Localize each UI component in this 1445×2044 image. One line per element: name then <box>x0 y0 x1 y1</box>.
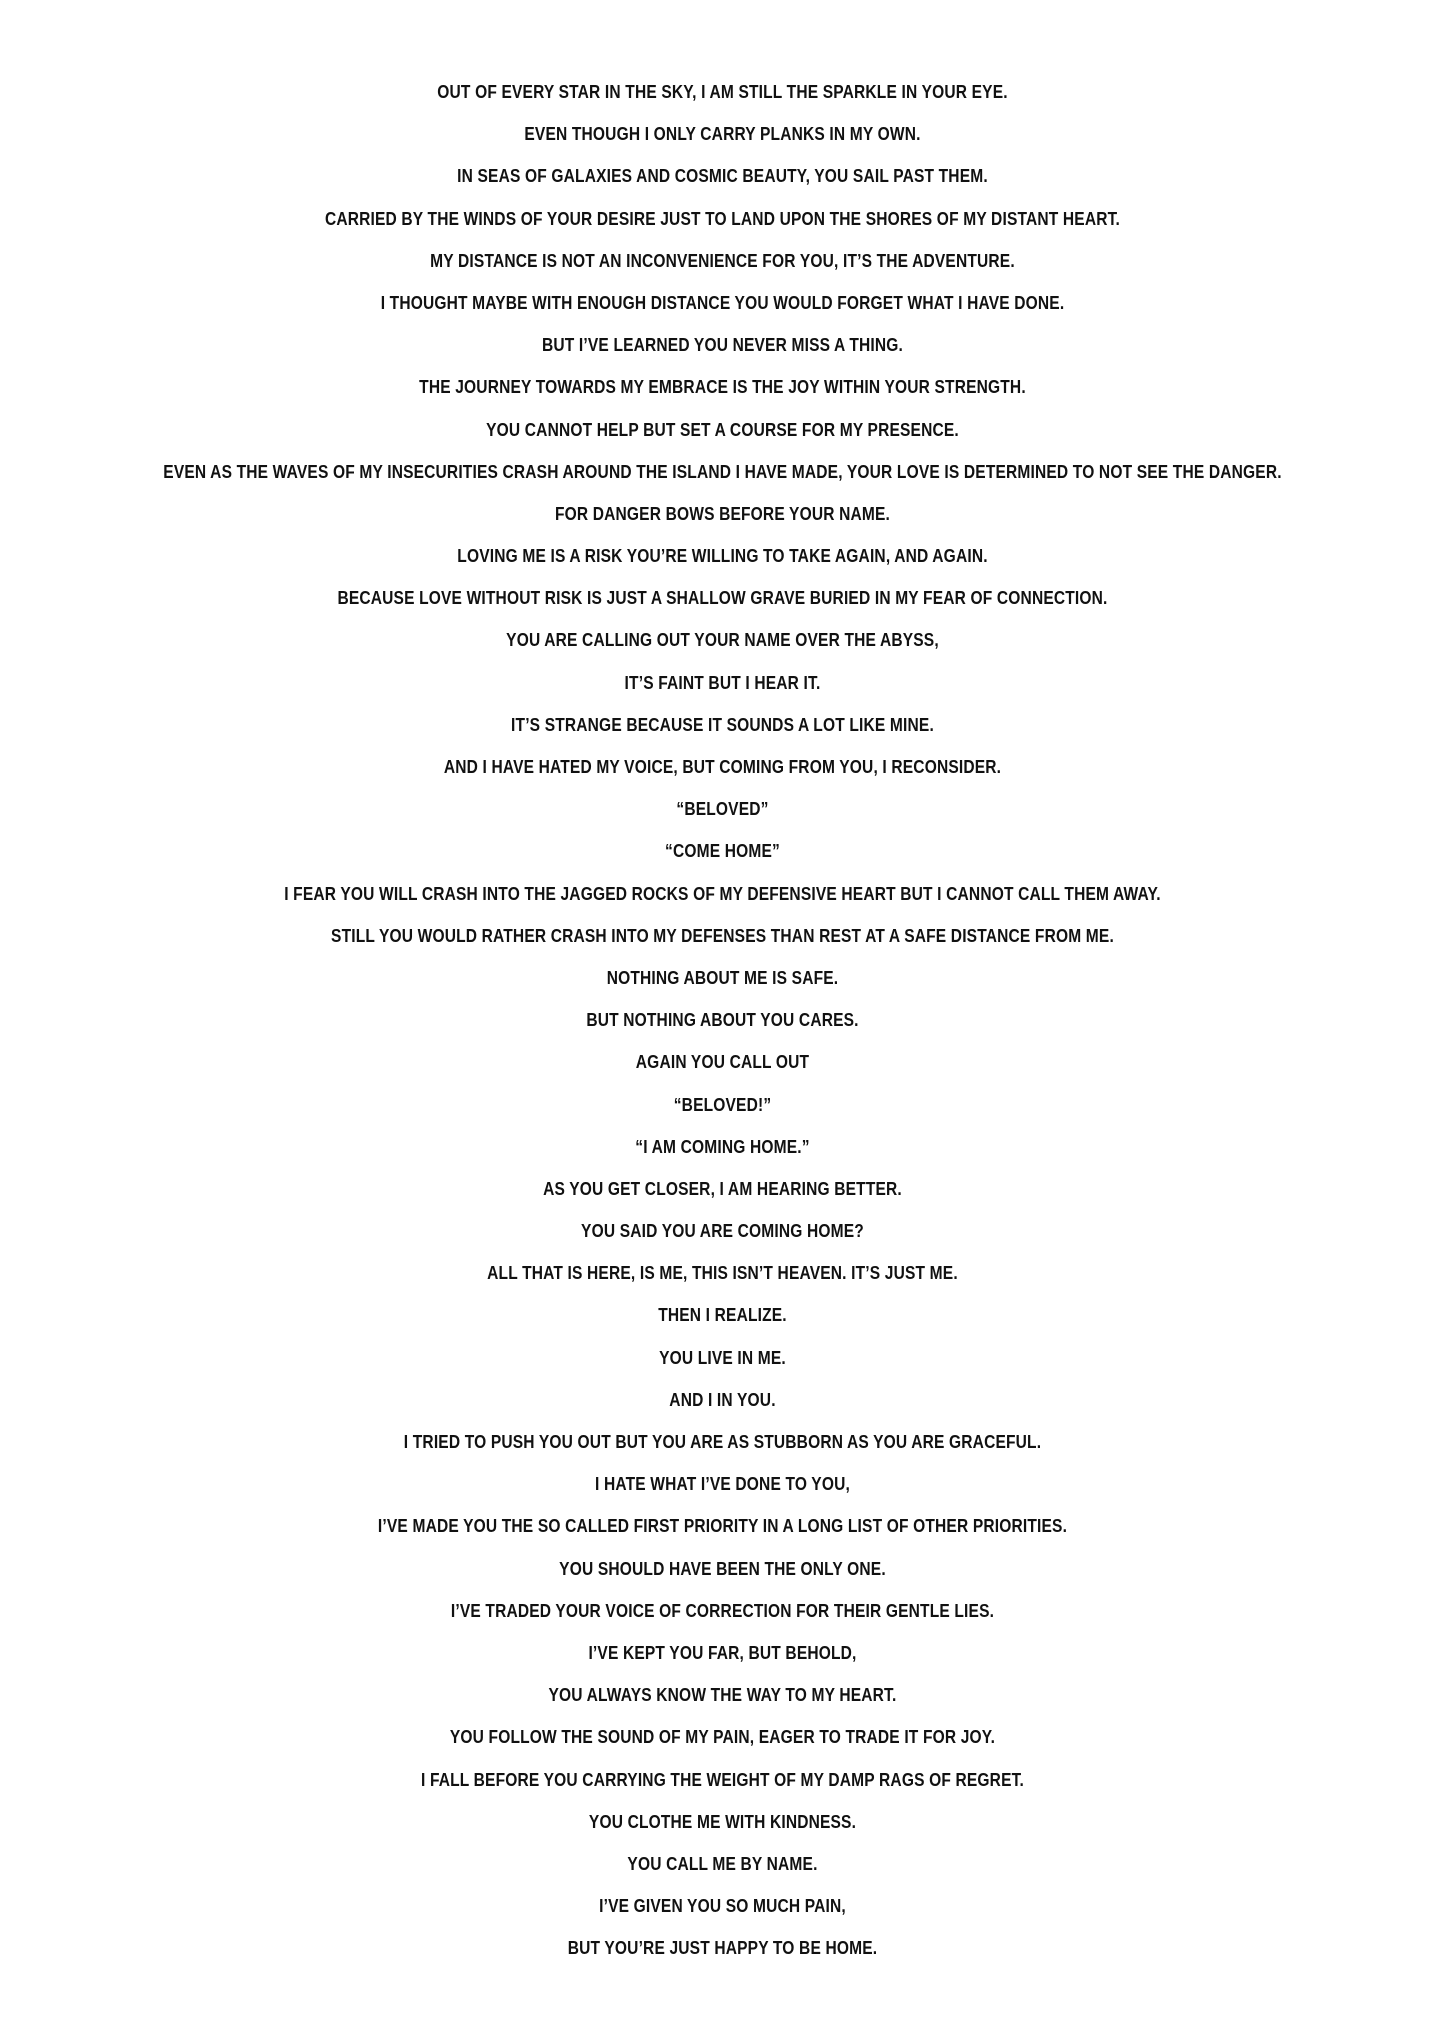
poem-line: YOU SAID YOU ARE COMING HOME? <box>581 1220 864 1242</box>
poem-line: LOVING ME IS A RISK YOU’RE WILLING TO TAKE AGAIN, AND AGAIN. <box>457 545 988 567</box>
poem-line: EVEN AS THE WAVES OF MY INSECURITIES CRASH AROUND THE ISLAND I HAVE MADE, YOUR LOVE IS DETERMINED TO NOT SEE THE DANGER. <box>163 460 1282 482</box>
poem-line: YOU ALWAYS KNOW THE WAY TO MY HEART. <box>548 1684 897 1706</box>
poem-line: STILL YOU WOULD RATHER CRASH INTO MY DEFENSES THAN REST AT A SAFE DISTANCE FROM ME. <box>331 924 1114 946</box>
poem-line: NOTHING ABOUT ME IS SAFE. <box>606 966 839 988</box>
poem-line: I’VE TRADED YOUR VOICE OF CORRECTION FOR THEIR GENTLE LIES. <box>450 1599 995 1621</box>
poem-line: I’VE GIVEN YOU SO MUCH PAIN, <box>599 1895 846 1917</box>
poem-line: “I AM COMING HOME.” <box>635 1135 810 1157</box>
poem-line: YOU FOLLOW THE SOUND OF MY PAIN, EAGER TO TRADE IT FOR JOY. <box>449 1726 996 1748</box>
poem-line: BUT I’VE LEARNED YOU NEVER MISS A THING. <box>541 334 904 356</box>
poem-line: ALL THAT IS HERE, IS ME, THIS ISN’T HEAVEN. IT’S JUST ME. <box>487 1262 958 1284</box>
poem-line: I’VE MADE YOU THE SO CALLED FIRST PRIORITY IN A LONG LIST OF OTHER PRIORITIES. <box>377 1515 1068 1537</box>
poem-line: I THOUGHT MAYBE WITH ENOUGH DISTANCE YOU WOULD FORGET WHAT I HAVE DONE. <box>380 291 1065 313</box>
poem-line: THEN I REALIZE. <box>658 1304 787 1326</box>
poem-line: AND I IN YOU. <box>669 1388 776 1410</box>
poem-line: IN SEAS OF GALAXIES AND COSMIC BEAUTY, YOU SAIL PAST THEM. <box>457 165 988 187</box>
poem-line: FOR DANGER BOWS BEFORE YOUR NAME. <box>554 502 891 524</box>
poem-line: YOU CANNOT HELP BUT SET A COURSE FOR MY PRESENCE. <box>486 418 959 440</box>
poem-line: “BELOVED” <box>676 798 769 820</box>
poem-line: EVEN THOUGH I ONLY CARRY PLANKS IN MY OWN. <box>524 123 921 145</box>
poem-line: “COME HOME” <box>665 840 780 862</box>
poem-line: I FEAR YOU WILL CRASH INTO THE JAGGED ROCKS OF MY DEFENSIVE HEART BUT I CANNOT CALL THEM AWAY. <box>284 882 1161 904</box>
poem-line: CARRIED BY THE WINDS OF YOUR DESIRE JUST TO LAND UPON THE SHORES OF MY DISTANT HEART. <box>324 207 1121 229</box>
poem-line: “BELOVED!” <box>673 1093 772 1115</box>
poem-line: YOU LIVE IN ME. <box>659 1346 786 1368</box>
poem-line: YOU ARE CALLING OUT YOUR NAME OVER THE ABYSS, <box>506 629 939 651</box>
poem-line: YOU SHOULD HAVE BEEN THE ONLY ONE. <box>559 1557 886 1579</box>
poem-line: YOU CALL ME BY NAME. <box>627 1852 818 1874</box>
poem-line: BUT YOU’RE JUST HAPPY TO BE HOME. <box>567 1937 878 1959</box>
poem-line: AS YOU GET CLOSER, I AM HEARING BETTER. <box>543 1177 902 1199</box>
poem-line: I TRIED TO PUSH YOU OUT BUT YOU ARE AS STUBBORN AS YOU ARE GRACEFUL. <box>403 1431 1042 1452</box>
poem-line: BECAUSE LOVE WITHOUT RISK IS JUST A SHALLOW GRAVE BURIED IN MY FEAR OF CONNECTION. <box>337 587 1108 609</box>
poem-line: BUT NOTHING ABOUT YOU CARES. <box>586 1009 859 1031</box>
poem-line: THE JOURNEY TOWARDS MY EMBRACE IS THE JOY WITHIN YOUR STRENGTH. <box>419 376 1026 398</box>
poem-line: I FALL BEFORE YOU CARRYING THE WEIGHT OF MY DAMP RAGS OF REGRET. <box>420 1768 1025 1790</box>
poem-line: I HATE WHAT I’VE DONE TO YOU, <box>595 1473 850 1495</box>
poem-line: I’VE KEPT YOU FAR, BUT BEHOLD, <box>588 1641 857 1663</box>
poem-line: AND I HAVE HATED MY VOICE, BUT COMING FROM YOU, I RECONSIDER. <box>443 756 1002 777</box>
poem-line: MY DISTANCE IS NOT AN INCONVENIENCE FOR YOU, IT’S THE ADVENTURE. <box>430 249 1015 271</box>
poem-line: AGAIN YOU CALL OUT <box>635 1051 810 1073</box>
poem-line: IT’S FAINT BUT I HEAR IT. <box>624 671 821 693</box>
poem-line: OUT OF EVERY STAR IN THE SKY, I AM STILL THE SPARKLE IN YOUR EYE. <box>437 81 1008 102</box>
poem-body <box>0 71 1445 1969</box>
poem-line: YOU CLOTHE ME WITH KINDNESS. <box>588 1810 857 1832</box>
poem-line: IT’S STRANGE BECAUSE IT SOUNDS A LOT LIKE MINE. <box>511 713 934 735</box>
